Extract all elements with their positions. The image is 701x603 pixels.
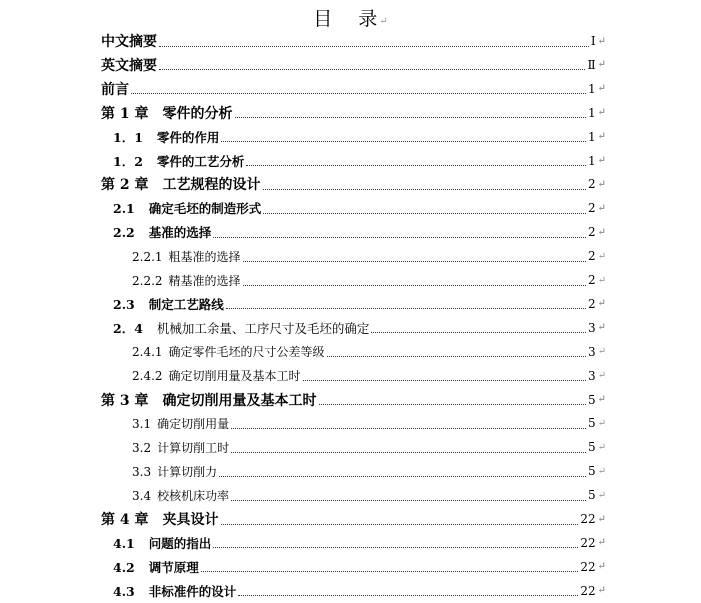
- paragraph-mark-icon: ↵: [597, 537, 606, 549]
- paragraph-mark-icon: ↵: [597, 322, 606, 334]
- paragraph-mark-icon: ↵: [597, 107, 606, 119]
- toc-entry-page: 5: [587, 464, 596, 479]
- toc-dot-leader: [238, 595, 578, 596]
- toc-entry-label: [101, 509, 219, 529]
- toc-dot-leader: [263, 213, 586, 214]
- toc-entry-text: 调节原理: [148, 559, 199, 575]
- toc-entry-label: [101, 31, 157, 51]
- toc-dot-leader: [213, 547, 578, 548]
- toc-entry-number: 1．2: [113, 153, 143, 169]
- toc-entry-page: 2: [587, 201, 596, 216]
- toc-entry-label: [101, 390, 317, 410]
- toc-dot-leader: [235, 117, 586, 118]
- toc-entry-label: [113, 223, 211, 241]
- paragraph-mark-icon: ↵: [597, 155, 606, 166]
- toc-entry[interactable]: [101, 77, 606, 101]
- toc-entry-page: 2: [587, 177, 596, 192]
- paragraph-mark-icon: ↵: [597, 59, 606, 71]
- toc-entry-label: [113, 128, 219, 146]
- paragraph-mark-icon: ↵: [597, 178, 606, 190]
- toc-entry[interactable]: [113, 579, 606, 603]
- toc-entry[interactable]: [132, 244, 606, 268]
- toc-entry-label: [113, 152, 244, 170]
- toc-entry-text: 粗基准的选择: [168, 249, 241, 264]
- toc-dot-leader: [303, 380, 586, 381]
- toc-entry-text: 计算切削力: [157, 464, 218, 479]
- paragraph-mark-icon: ↵: [597, 298, 606, 310]
- toc-entry-label: [101, 103, 233, 123]
- toc-dot-leader: [231, 428, 586, 429]
- toc-dot-leader: [231, 500, 586, 501]
- toc-entry-page: 1: [587, 105, 596, 120]
- toc-entry-label: [132, 248, 241, 265]
- toc-entry-label: [113, 295, 224, 313]
- toc-dot-leader: [243, 261, 586, 262]
- paragraph-mark-icon: ↵: [597, 394, 606, 405]
- toc-entry-text: 基准的选择: [148, 225, 212, 241]
- toc-entry[interactable]: [101, 172, 606, 196]
- toc-entry-label: [132, 343, 325, 360]
- toc-entry[interactable]: [132, 364, 606, 388]
- toc-entry-page: 22: [580, 512, 596, 526]
- toc-entry[interactable]: [113, 292, 606, 316]
- paragraph-mark-icon: ↵: [597, 274, 606, 286]
- toc-entry-text: 工艺规程的设计: [162, 177, 261, 194]
- toc-entry-text: 校核机床功率: [157, 488, 230, 503]
- paragraph-mark-icon: ↵: [597, 561, 606, 573]
- toc-entry-label: [113, 558, 199, 576]
- toc-dot-leader: [231, 452, 586, 453]
- toc-dot-leader: [201, 571, 579, 572]
- toc-entry-number: 2．4: [113, 320, 143, 336]
- toc-entry-page: 3: [587, 344, 596, 359]
- toc-entry-label: [113, 319, 369, 337]
- toc-entry-page: 3: [587, 368, 596, 383]
- toc-entry-label: [132, 415, 229, 432]
- toc-dot-leader: [219, 476, 586, 477]
- toc-entry[interactable]: [113, 220, 606, 244]
- toc-entry-text: 确定切削用量及基本工时: [162, 392, 317, 409]
- toc-entry-text: 计算切削工时: [157, 440, 230, 455]
- toc-entry-number: 1．1: [113, 129, 143, 145]
- toc-entry-page: Ⅱ: [587, 57, 596, 72]
- toc-dot-leader: [159, 46, 589, 47]
- toc-entry-page: 3: [587, 320, 596, 335]
- toc-entry-number: 4.3: [113, 583, 135, 599]
- toc-entry-page: 2: [587, 249, 596, 264]
- toc-entry-page: 22: [580, 559, 596, 574]
- toc-entry-number: 3.2: [132, 440, 152, 455]
- toc-entry-number: 3.3: [132, 464, 152, 479]
- paragraph-mark-icon: ↵: [597, 35, 606, 47]
- toc-entry-number: 2.3: [113, 296, 135, 312]
- toc-entry-number: 2.2: [113, 225, 135, 241]
- toc-entry-text: 零件的分析: [162, 105, 233, 122]
- toc-entry[interactable]: [113, 196, 606, 220]
- toc-dot-leader: [246, 165, 586, 166]
- paragraph-mark-icon: ↵: [597, 489, 606, 501]
- paragraph-mark-icon: ↵: [597, 417, 606, 429]
- toc-entry-label: [113, 199, 261, 217]
- paragraph-mark-icon: ↵: [597, 513, 606, 525]
- toc-entry-label: [132, 272, 241, 289]
- toc-entry-number: 第 4 章: [101, 512, 149, 528]
- toc-dot-leader: [243, 285, 586, 286]
- toc-dot-leader: [221, 524, 579, 525]
- toc-entry-label: [132, 367, 301, 384]
- toc-entry-page: 22: [580, 583, 596, 598]
- toc-entry-text: 精基准的选择: [168, 273, 241, 288]
- toc-entry-label: [101, 55, 157, 75]
- toc-entry-number: 第 1 章: [101, 105, 149, 122]
- toc-entry-number: 2.1: [113, 201, 135, 217]
- toc-entry-text: 机械加工余量、工序尺寸及毛坯的确定: [156, 320, 370, 336]
- paragraph-mark-icon: ↵: [597, 370, 606, 382]
- toc-entry[interactable]: [132, 340, 606, 364]
- toc-entry-number: 4.2: [113, 559, 135, 575]
- toc-entry[interactable]: [101, 53, 606, 77]
- toc-entry-page: 1: [587, 129, 596, 144]
- toc-entry-text: 确定零件毛坯的尺寸公差等级: [168, 345, 325, 360]
- toc-entry-label: [132, 463, 217, 480]
- paragraph-mark-icon: ↵: [597, 250, 606, 262]
- toc-entry-text: 非标准件的设计: [148, 583, 237, 599]
- toc-entry-number: 3.4: [132, 488, 152, 503]
- toc-dot-leader: [371, 332, 586, 333]
- toc-entry[interactable]: [132, 435, 606, 459]
- toc-entry-text: 英文摘要: [101, 57, 157, 74]
- toc-entry[interactable]: [113, 149, 606, 173]
- toc-entry-page: 2: [587, 273, 596, 287]
- toc-entry-number: 4.1: [113, 535, 135, 551]
- toc-dot-leader: [221, 141, 586, 142]
- toc-entry[interactable]: [101, 29, 606, 53]
- toc-entry-number: 2.4.2: [132, 369, 163, 384]
- toc-entry-page: 1: [587, 153, 596, 168]
- toc-entry-label: [113, 582, 236, 600]
- toc-entry-page: 2: [587, 296, 596, 311]
- toc-entry[interactable]: [132, 483, 606, 507]
- toc-entry[interactable]: [132, 268, 606, 292]
- toc-entry-text: 零件的作用: [156, 129, 220, 145]
- toc-entry-page: 5: [587, 416, 596, 431]
- toc-entry-number: 2.2.1: [132, 249, 163, 264]
- toc-entry-text: 夹具设计: [162, 512, 219, 528]
- toc-dot-leader: [263, 189, 586, 190]
- toc-entry[interactable]: [113, 125, 606, 149]
- toc-entry-text: 问题的指出: [148, 535, 212, 551]
- toc-title-part2: 录: [358, 8, 378, 30]
- paragraph-mark-icon: ↵: [597, 202, 606, 214]
- toc-entry-label: [132, 487, 229, 504]
- paragraph-mark-icon: ↵: [597, 585, 606, 597]
- toc-dot-leader: [159, 69, 585, 70]
- toc-dot-leader: [226, 308, 586, 309]
- toc-entry[interactable]: [113, 316, 606, 340]
- toc-entry-page: 5: [587, 440, 596, 455]
- toc-entry-page: 5: [587, 488, 596, 503]
- paragraph-mark-icon: ↵: [597, 131, 606, 143]
- toc-entry-page: 1: [587, 81, 596, 96]
- toc-entry-page: Ⅰ: [590, 34, 596, 48]
- toc-entry-page: 22: [580, 535, 596, 550]
- paragraph-mark-icon: ↵: [597, 346, 606, 358]
- toc-entry[interactable]: [101, 507, 606, 531]
- paragraph-mark-icon: ↵: [597, 83, 606, 95]
- toc-title-part1: 目: [313, 8, 333, 30]
- toc-dot-leader: [131, 93, 586, 94]
- paragraph-mark-icon: ↵: [379, 16, 388, 27]
- toc-entry-label: [101, 174, 261, 194]
- toc-entry-text: 中文摘要: [101, 34, 157, 50]
- toc-entry-label: [132, 439, 229, 456]
- toc-entry[interactable]: [113, 531, 606, 555]
- toc-dot-leader: [319, 404, 586, 405]
- toc-entry-text: 前言: [101, 81, 129, 98]
- toc-entry-text: 确定毛坯的制造形式: [148, 201, 262, 217]
- toc-dot-leader: [327, 356, 586, 357]
- paragraph-mark-icon: ↵: [597, 465, 606, 477]
- toc-entry[interactable]: [101, 388, 606, 412]
- toc-entry[interactable]: [101, 101, 606, 125]
- toc-entry-text: 制定工艺路线: [148, 296, 224, 312]
- toc-entry-label: [113, 534, 211, 552]
- toc-entry-text: 确定切削用量: [157, 416, 230, 431]
- toc-dot-leader: [213, 237, 586, 238]
- toc-entry[interactable]: [113, 555, 606, 579]
- toc-entry[interactable]: [132, 411, 606, 435]
- paragraph-mark-icon: ↵: [597, 226, 606, 238]
- toc-entry-number: 3.1: [132, 416, 152, 431]
- toc-entry[interactable]: [132, 459, 606, 483]
- toc-entry-number: 第 3 章: [101, 392, 149, 409]
- toc-entry-text: 零件的工艺分析: [156, 153, 245, 169]
- toc-title: [0, 4, 701, 31]
- toc-entry-page: 5: [587, 392, 596, 407]
- paragraph-mark-icon: ↵: [597, 441, 606, 453]
- toc-entry-page: 2: [587, 225, 596, 240]
- toc-entry-number: 2.4.1: [132, 345, 163, 360]
- toc-entry-text: 确定切削用量及基本工时: [168, 369, 301, 384]
- toc-entry-number: 2.2.2: [132, 273, 163, 288]
- toc-entry-number: 第 2 章: [101, 177, 149, 194]
- toc-entry-label: [101, 79, 129, 99]
